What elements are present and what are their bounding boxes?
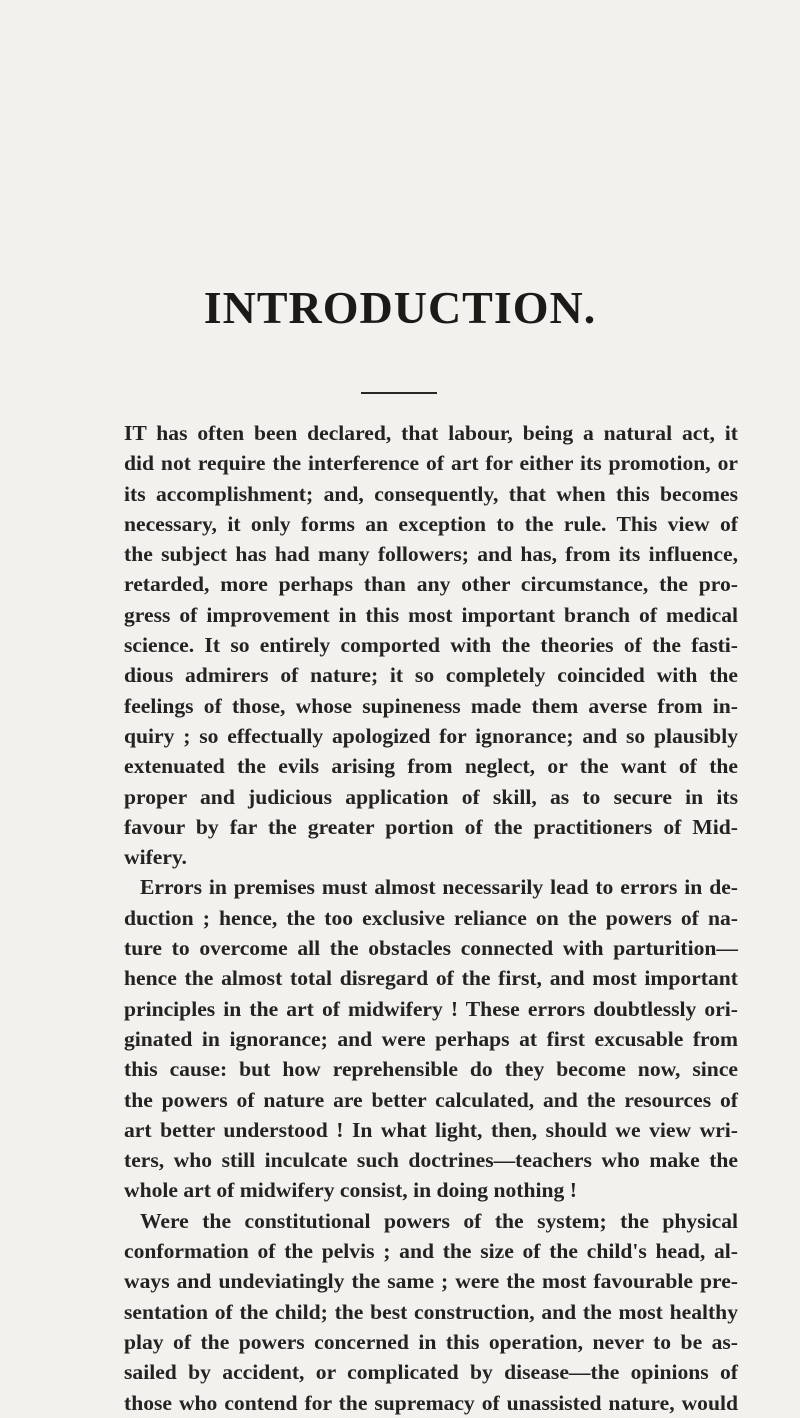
text-line: principles in the art of midwifery ! These errors doubtlessly ori- [124,996,738,1021]
text-line: duction ; hence, the too exclusive reliance on the powers of na- [124,905,738,930]
text-line: IT has often been declared, that labour, being a natural act, it [124,421,738,445]
text-line: the powers of nature are better calculated, and the resources of [124,1087,738,1112]
body-text [124,418,738,1418]
text-line: play of the powers concerned in this operation, never to be as- [124,1329,738,1354]
text-line: science. It so entirely comported with the theories of the fasti- [124,633,738,658]
text-line: extenuated the evils arising from neglect, or the want of the [124,754,738,779]
text-line: wifery. [124,845,187,870]
text-line: hence the almost total disregard of the first, and most important [124,966,738,991]
text-line: dious admirers of nature; it so completely coincided with the [124,663,738,688]
heading-rule [361,392,437,394]
text-line: gress of improvement in this most important branch of medical [124,602,738,627]
text-line: Errors in premises must almost necessarily lead to errors in de- [140,875,738,900]
text-line: conformation of the pelvis ; and the size of the child's head, al- [124,1239,738,1264]
text-line: whole art of midwifery consist, in doing nothing ! [124,1178,577,1203]
text-line: ters, who still inculcate such doctrines—teachers who make the [124,1148,738,1173]
text-line: ways and undeviatingly the same ; were the most favourable pre- [124,1269,738,1294]
text-line: the subject has had many followers; and has, from its influence, [124,542,738,567]
text-line: feelings of those, whose supineness made them averse from in- [124,693,738,718]
text-line: this cause: but how reprehensible do they become now, since [124,1057,738,1082]
text-line: did not require the interference of art for either its promotion, or [124,451,738,476]
text-line: ture to overcome all the obstacles connected with parturition— [124,936,738,961]
text-line: sailed by accident, or complicated by disease—the opinions of [124,1360,738,1385]
text-line: proper and judicious application of skill, as to secure in its [124,784,738,809]
text-line: those who contend for the supremacy of unassisted nature, would [124,1390,738,1415]
text-line: necessary, it only forms an exception to the rule. This view of [124,511,738,536]
text-line: art better understood ! In what light, then, should we view wri- [124,1117,738,1142]
chapter-heading: INTRODUCTION. [203,282,597,333]
text-line: retarded, more perhaps than any other circumstance, the pro- [124,572,738,597]
text-line: sentation of the child; the best construction, and the most healthy [124,1299,738,1324]
text-line: quiry ; so effectually apologized for ignorance; and so plausibly [124,723,738,748]
text-line: favour by far the greater portion of the practitioners of Mid- [124,814,738,839]
text-line: its accomplishment; and, consequently, that when this becomes [124,481,738,506]
text-line: Were the constitutional powers of the system; the physical [140,1208,738,1233]
text-line: ginated in ignorance; and were perhaps at first excusable from [124,1026,738,1051]
